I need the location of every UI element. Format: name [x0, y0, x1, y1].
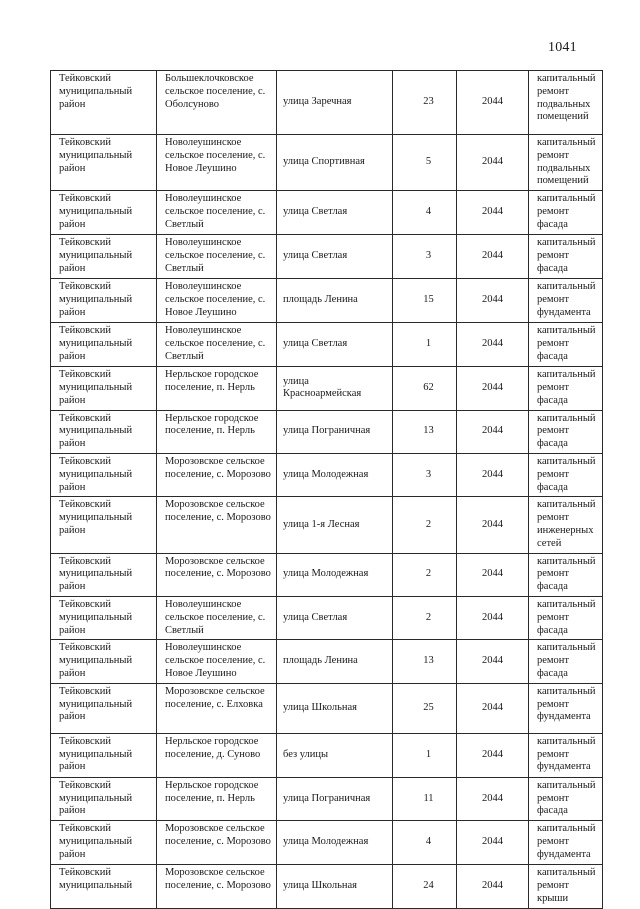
street-cell: улица Спортивная	[277, 135, 393, 191]
house-number-cell: 1	[393, 323, 457, 367]
street-cell: площадь Ленина	[277, 279, 393, 323]
work-type-cell: капитальный ремонт фасада	[529, 410, 603, 453]
settlement-cell: Морозовское сельское поселение, с. Морозово	[157, 865, 277, 908]
year-cell: 2044	[457, 410, 529, 453]
house-number-cell: 2	[393, 596, 457, 639]
table-row	[51, 733, 603, 777]
district-cell: Тейковский муниципальный район	[51, 497, 157, 553]
house-number-cell: 25	[393, 683, 457, 733]
table-row	[51, 865, 603, 908]
work-type-cell: капитальный ремонт фасада	[529, 367, 603, 410]
table-row	[51, 596, 603, 639]
house-number-cell: 11	[393, 777, 457, 820]
house-number-cell: 62	[393, 367, 457, 410]
table-row	[51, 135, 603, 191]
work-type-cell: капитальный ремонт фундамента	[529, 683, 603, 733]
street-cell: улица Светлая	[277, 323, 393, 367]
year-cell: 2044	[457, 553, 529, 596]
settlement-cell: Нерльское городское поселение, п. Нерль	[157, 777, 277, 820]
table-row	[51, 453, 603, 496]
district-cell: Тейковский муниципальный район	[51, 235, 157, 279]
year-cell: 2044	[457, 367, 529, 410]
settlement-cell: Новолеушинское сельское поселение, с. Светлый	[157, 235, 277, 279]
work-type-cell: капитальный ремонт фасада	[529, 553, 603, 596]
page-number: 1041	[548, 40, 577, 55]
house-number-cell: 24	[393, 865, 457, 908]
settlement-cell: Новолеушинское сельское поселение, с. Новое Леушино	[157, 279, 277, 323]
work-type-cell: капитальный ремонт подвальных помещений	[529, 135, 603, 191]
year-cell: 2044	[457, 323, 529, 367]
year-cell: 2044	[457, 821, 529, 865]
work-type-cell: капитальный ремонт инженерных сетей	[529, 497, 603, 553]
street-cell: улица Молодежная	[277, 821, 393, 865]
year-cell: 2044	[457, 596, 529, 639]
street-cell: площадь Ленина	[277, 640, 393, 683]
district-cell: Тейковский муниципальный район	[51, 821, 157, 865]
settlement-cell: Нерльское городское поселение, п. Нерль	[157, 410, 277, 453]
house-number-cell: 4	[393, 821, 457, 865]
housing-repair-table	[50, 70, 603, 909]
street-cell: улица Пограничная	[277, 777, 393, 820]
street-cell: улица Светлая	[277, 596, 393, 639]
table-row	[51, 279, 603, 323]
house-number-cell: 23	[393, 71, 457, 135]
work-type-cell: капитальный ремонт фасада	[529, 640, 603, 683]
table-row	[51, 235, 603, 279]
work-type-cell: капитальный ремонт фасада	[529, 596, 603, 639]
settlement-cell: Нерльское городское поселение, п. Нерль	[157, 367, 277, 410]
work-type-cell: капитальный ремонт фасада	[529, 323, 603, 367]
work-type-cell: капитальный ремонт подвальных помещений	[529, 71, 603, 135]
table-row	[51, 683, 603, 733]
settlement-cell: Большеклочковское сельское поселение, с. Оболсуново	[157, 71, 277, 135]
street-cell: улица Светлая	[277, 235, 393, 279]
table-row	[51, 640, 603, 683]
district-cell: Тейковский муниципальный	[51, 865, 157, 908]
house-number-cell: 15	[393, 279, 457, 323]
district-cell: Тейковский муниципальный район	[51, 453, 157, 496]
year-cell: 2044	[457, 135, 529, 191]
table-row	[51, 553, 603, 596]
district-cell: Тейковский муниципальный район	[51, 135, 157, 191]
settlement-cell: Морозовское сельское поселение, с. Морозово	[157, 497, 277, 553]
settlement-cell: Новолеушинское сельское поселение, с. Новое Леушино	[157, 135, 277, 191]
year-cell: 2044	[457, 733, 529, 777]
street-cell: улица Школьная	[277, 683, 393, 733]
district-cell: Тейковский муниципальный район	[51, 596, 157, 639]
year-cell: 2044	[457, 497, 529, 553]
year-cell: 2044	[457, 777, 529, 820]
year-cell: 2044	[457, 865, 529, 908]
table-row	[51, 777, 603, 820]
district-cell: Тейковский муниципальный район	[51, 683, 157, 733]
district-cell: Тейковский муниципальный район	[51, 71, 157, 135]
house-number-cell: 2	[393, 553, 457, 596]
settlement-cell: Морозовское сельское поселение, с. Елховка	[157, 683, 277, 733]
settlement-cell: Нерльское городское поселение, д. Суново	[157, 733, 277, 777]
work-type-cell: капитальный ремонт фасада	[529, 777, 603, 820]
district-cell: Тейковский муниципальный район	[51, 323, 157, 367]
year-cell: 2044	[457, 640, 529, 683]
house-number-cell: 5	[393, 135, 457, 191]
settlement-cell: Морозовское сельское поселение, с. Морозово	[157, 553, 277, 596]
table-row	[51, 323, 603, 367]
house-number-cell: 2	[393, 497, 457, 553]
settlement-cell: Морозовское сельское поселение, с. Морозово	[157, 821, 277, 865]
settlement-cell: Новолеушинское сельское поселение, с. Светлый	[157, 596, 277, 639]
street-cell: улица Заречная	[277, 71, 393, 135]
district-cell: Тейковский муниципальный район	[51, 640, 157, 683]
work-type-cell: капитальный ремонт фундамента	[529, 733, 603, 777]
settlement-cell: Новолеушинское сельское поселение, с. Светлый	[157, 191, 277, 235]
table-row	[51, 191, 603, 235]
work-type-cell: капитальный ремонт фасада	[529, 191, 603, 235]
district-cell: Тейковский муниципальный район	[51, 191, 157, 235]
street-cell: улица Молодежная	[277, 553, 393, 596]
district-cell: Тейковский муниципальный район	[51, 777, 157, 820]
settlement-cell: Новолеушинское сельское поселение, с. Новое Леушино	[157, 640, 277, 683]
year-cell: 2044	[457, 235, 529, 279]
table-row	[51, 367, 603, 410]
table-row	[51, 71, 603, 135]
street-cell: улица Светлая	[277, 191, 393, 235]
year-cell: 2044	[457, 279, 529, 323]
house-number-cell: 4	[393, 191, 457, 235]
district-cell: Тейковский муниципальный район	[51, 410, 157, 453]
house-number-cell: 1	[393, 733, 457, 777]
district-cell: Тейковский муниципальный район	[51, 553, 157, 596]
street-cell: без улицы	[277, 733, 393, 777]
year-cell: 2044	[457, 191, 529, 235]
house-number-cell: 3	[393, 453, 457, 496]
street-cell: улица Школьная	[277, 865, 393, 908]
work-type-cell: капитальный ремонт фундамента	[529, 821, 603, 865]
street-cell: улица Красноармейская	[277, 367, 393, 410]
district-cell: Тейковский муниципальный район	[51, 733, 157, 777]
table-row	[51, 410, 603, 453]
street-cell: улица 1-я Лесная	[277, 497, 393, 553]
street-cell: улица Молодежная	[277, 453, 393, 496]
year-cell: 2044	[457, 453, 529, 496]
table-row	[51, 821, 603, 865]
work-type-cell: капитальный ремонт крыши	[529, 865, 603, 908]
year-cell: 2044	[457, 71, 529, 135]
house-number-cell: 13	[393, 640, 457, 683]
house-number-cell: 13	[393, 410, 457, 453]
table-body	[51, 71, 603, 909]
district-cell: Тейковский муниципальный район	[51, 367, 157, 410]
work-type-cell: капитальный ремонт фундамента	[529, 279, 603, 323]
settlement-cell: Новолеушинское сельское поселение, с. Светлый	[157, 323, 277, 367]
table-row	[51, 497, 603, 553]
house-number-cell: 3	[393, 235, 457, 279]
district-cell: Тейковский муниципальный район	[51, 279, 157, 323]
work-type-cell: капитальный ремонт фасада	[529, 453, 603, 496]
street-cell: улица Пограничная	[277, 410, 393, 453]
year-cell: 2044	[457, 683, 529, 733]
settlement-cell: Морозовское сельское поселение, с. Морозово	[157, 453, 277, 496]
work-type-cell: капитальный ремонт фасада	[529, 235, 603, 279]
